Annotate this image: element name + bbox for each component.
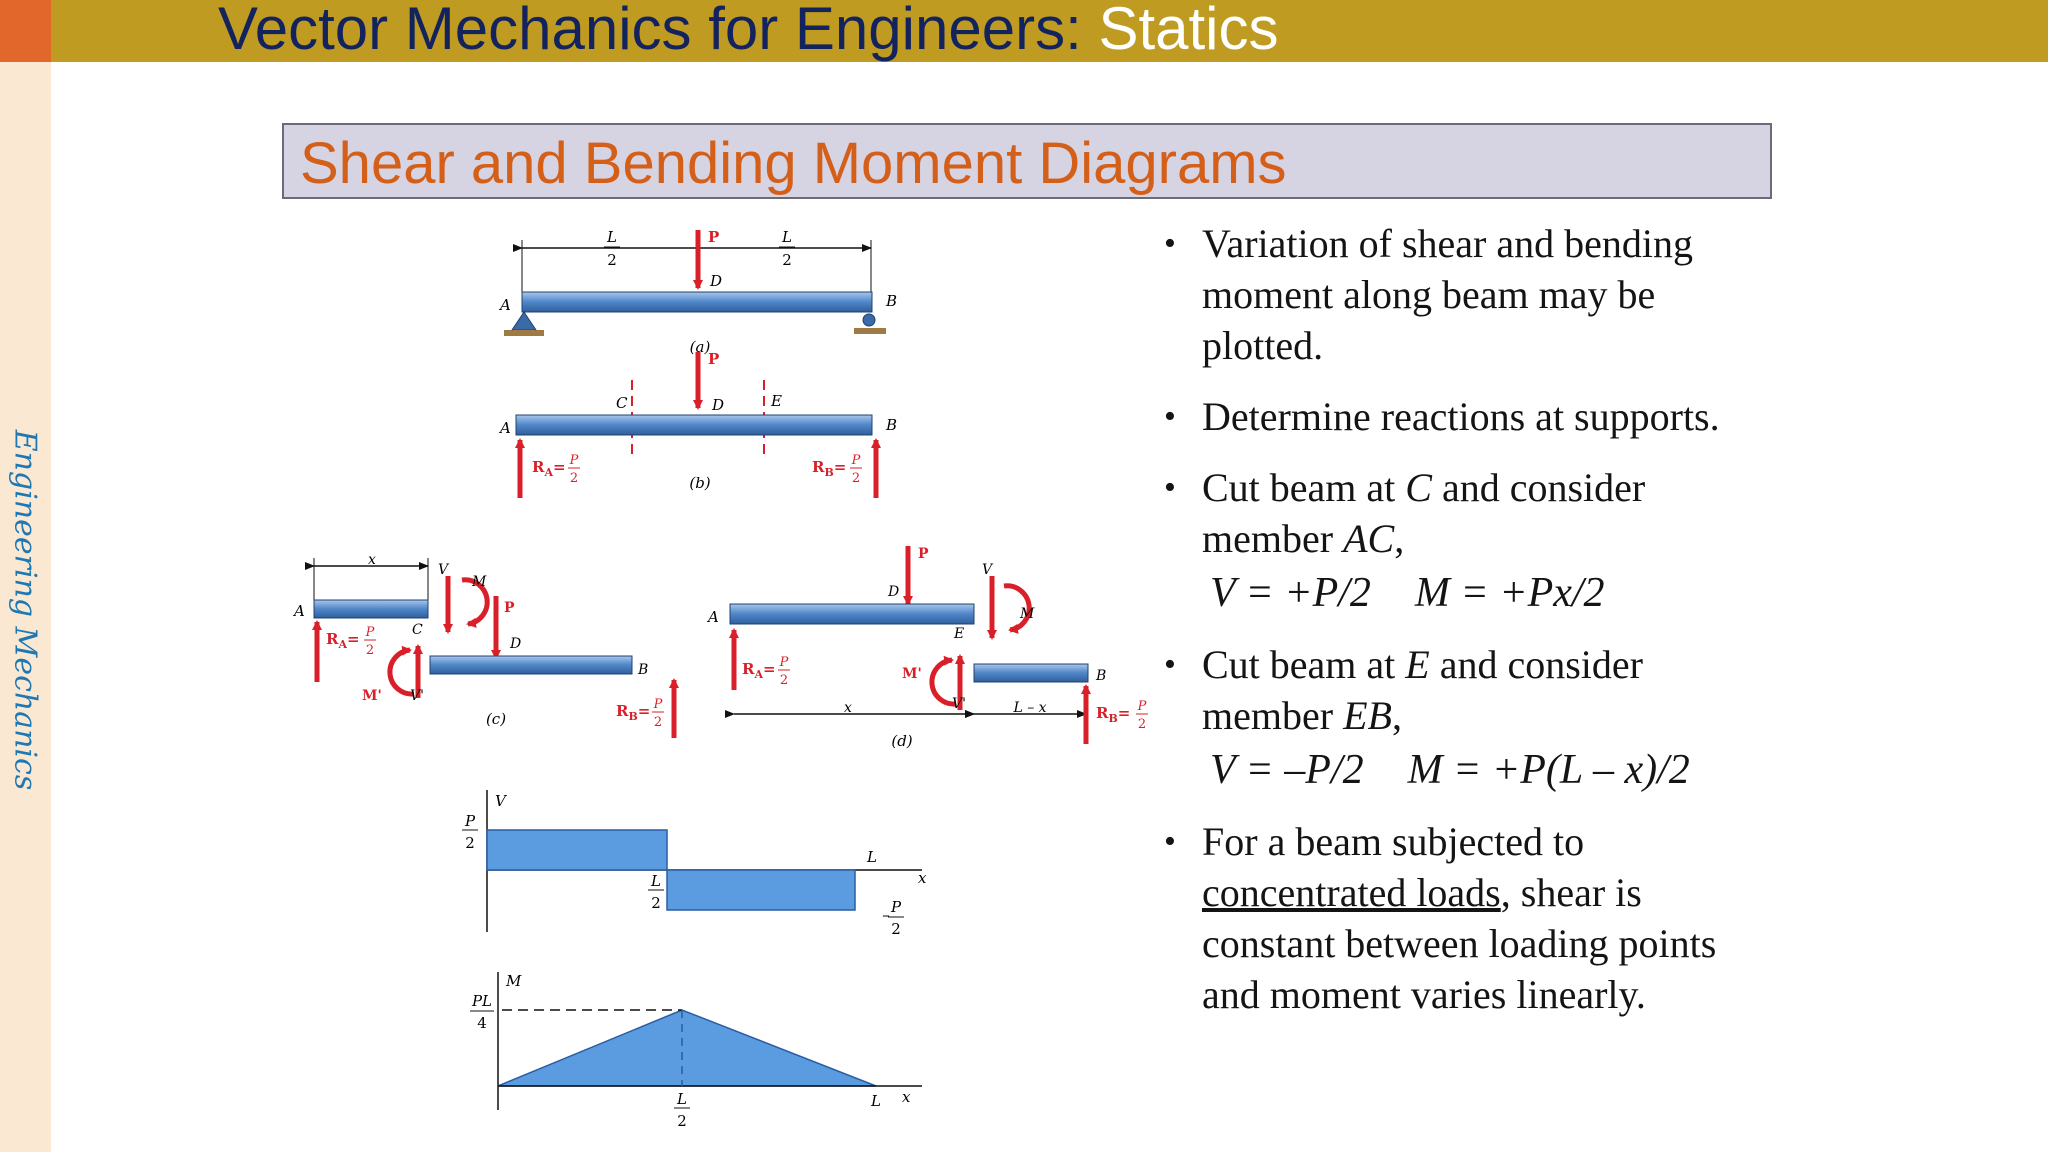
beam-d xyxy=(706,546,1148,750)
shear-tick-L-half: L xyxy=(651,872,661,890)
formula-M-c: M = +Px/2 xyxy=(1414,570,1605,616)
bullet-dot: • xyxy=(1164,646,1176,683)
bullet-list xyxy=(1160,218,1780,1040)
frac-P-RB-c: P xyxy=(653,697,663,712)
label-Mprime-d: M' xyxy=(902,666,922,682)
dim-half-right: 2 xyxy=(782,251,792,269)
header-corner-block xyxy=(0,0,51,62)
moment-triangle xyxy=(498,1010,876,1086)
beam-b xyxy=(498,350,897,498)
moment-tick-L: L xyxy=(871,1092,881,1110)
dim-half-left: 2 xyxy=(607,251,617,269)
label-B-a: B xyxy=(886,292,898,310)
label-D-d: D xyxy=(888,584,900,600)
bullet-dot: • xyxy=(1164,469,1176,506)
bullet-em-AC: AC xyxy=(1343,516,1395,561)
shear-tick-minus: – xyxy=(882,906,890,924)
load-P-b: P xyxy=(708,350,720,368)
caption-b: (b) xyxy=(689,474,711,492)
bullet-text-post: , xyxy=(1394,516,1405,561)
formula-cut-e xyxy=(1210,745,1780,796)
bullet-text-mid: and consider member xyxy=(1202,642,1643,738)
bullet-text: Determine reactions at supports. xyxy=(1202,394,1720,439)
shear-tick-negP: P xyxy=(890,898,902,916)
bullet-concentrated-loads xyxy=(1160,816,1780,1020)
bullet-text-pre: For a beam subjected to xyxy=(1202,819,1585,864)
shear-tick-2: 2 xyxy=(465,834,475,852)
moment-tick-PL: PL xyxy=(471,992,493,1010)
reaction-RB-d: $R_B=$ xyxy=(1096,704,1131,725)
shear-tick-P: P xyxy=(464,812,476,830)
bullet-cut-e xyxy=(1160,639,1780,796)
reaction-RA-b: $R_A=$ xyxy=(532,458,566,479)
label-A-d: A xyxy=(708,608,719,626)
label-A-a: A xyxy=(500,296,511,314)
header-title-accent: Statics xyxy=(1098,0,1279,62)
label-M-c: M xyxy=(472,574,487,590)
bullet-text-post: , xyxy=(1391,693,1402,738)
side-label: Engineering Mechanics xyxy=(7,429,43,791)
label-Vprime-d: V' xyxy=(952,696,966,712)
slide-header-title xyxy=(218,0,1279,62)
bullet-variation xyxy=(1160,218,1780,371)
shear-diagram xyxy=(462,790,927,938)
beam-a xyxy=(498,228,897,356)
frac-2-RB-b: 2 xyxy=(851,471,861,486)
formula-cut-c xyxy=(1210,568,1780,619)
label-V-c: V xyxy=(438,562,449,578)
frac-2-RB-c: 2 xyxy=(653,715,663,730)
label-V-d: V xyxy=(982,562,993,578)
load-P-c: P xyxy=(504,600,515,616)
bullet-dot: • xyxy=(1164,398,1176,435)
shear-tick-neg2: 2 xyxy=(891,920,901,938)
bullet-underlined-term: concentrated loads xyxy=(1202,870,1501,915)
shear-positive-block xyxy=(487,830,667,870)
label-Mprime-c: M' xyxy=(362,688,382,704)
reaction-RA-c: $R_A=$ xyxy=(326,630,360,651)
shear-axis-V: V xyxy=(495,792,506,810)
bullet-text-pre: Cut beam at xyxy=(1202,642,1406,687)
reaction-RA-d: $R_A=$ xyxy=(742,660,776,681)
moment-axis-x: x xyxy=(902,1088,911,1106)
moment-tick-L-half: L xyxy=(677,1090,687,1108)
caption-d: (d) xyxy=(891,732,913,750)
frac-P-RB-d: P xyxy=(1137,699,1147,714)
shear-negative-block xyxy=(667,870,855,910)
bullet-dot: • xyxy=(1164,225,1176,262)
label-Vprime-c: V' xyxy=(410,688,424,704)
formula-V-c: V = +P/2 xyxy=(1210,570,1371,616)
frac-P-RA-b: P xyxy=(569,453,579,468)
label-B-c: B xyxy=(638,662,649,678)
reaction-RB-b: $R_B=$ xyxy=(812,458,847,479)
caption-a: (a) xyxy=(689,338,711,356)
dim-L-right: L xyxy=(782,228,792,246)
bullet-dot: • xyxy=(1164,823,1176,860)
load-P-d: P xyxy=(918,546,929,562)
label-A-b: A xyxy=(500,419,511,437)
header-title-main: Vector Mechanics for Engineers: xyxy=(218,0,1099,62)
formula-M-e: M = +P(L – x)/2 xyxy=(1407,747,1690,793)
dim-x-d: x xyxy=(844,700,852,716)
frac-2-RA-d: 2 xyxy=(779,673,789,688)
dim-x-c: x xyxy=(368,552,376,568)
moment-tick-4: 4 xyxy=(477,1014,487,1032)
frac-P-RB-b: P xyxy=(851,453,861,468)
bullet-text: Variation of shear and bending moment along beam may be plotted. xyxy=(1202,221,1693,368)
reaction-RB-c: $R_B=$ xyxy=(616,702,651,723)
shear-tick-half: 2 xyxy=(651,894,661,912)
label-A-c: A xyxy=(294,602,305,620)
frac-P-RA-d: P xyxy=(779,655,789,670)
label-C-c: C xyxy=(412,622,423,638)
shear-tick-L: L xyxy=(867,848,877,866)
bullet-em-C: C xyxy=(1405,465,1432,510)
dim-L-minus-x-d: L – x xyxy=(1013,700,1047,716)
bullet-text-pre: Cut beam at xyxy=(1202,465,1406,510)
label-E-d: E xyxy=(954,626,965,642)
beam-c xyxy=(292,552,674,738)
caption-c: (c) xyxy=(485,710,507,728)
bullet-em-EB: EB xyxy=(1343,693,1392,738)
label-D-b: D xyxy=(712,396,725,414)
frac-2-RB-d: 2 xyxy=(1137,717,1147,732)
load-P-a: P xyxy=(708,228,720,246)
beam-figure xyxy=(282,220,1162,1140)
dim-L-left: L xyxy=(607,228,617,246)
section-title: Shear and Bending Moment Diagrams xyxy=(300,131,1287,196)
bullet-cut-c xyxy=(1160,462,1780,619)
formula-V-e: V = –P/2 xyxy=(1210,747,1364,793)
bullet-text-post: , shear is constant between loading points and moment varies linearly. xyxy=(1202,870,1717,1017)
label-C: C xyxy=(616,394,628,412)
label-D-a: D xyxy=(710,272,723,290)
label-M-d: M xyxy=(1020,606,1035,622)
frac-2-RA-c: 2 xyxy=(365,643,375,658)
moment-axis-M: M xyxy=(506,972,522,990)
label-E: E xyxy=(771,392,782,410)
shear-axis-x: x xyxy=(918,869,927,887)
bullet-reactions xyxy=(1160,391,1780,442)
moment-diagram xyxy=(470,972,922,1130)
label-B-b: B xyxy=(886,416,898,434)
section-title-box xyxy=(282,123,1772,199)
bullet-em-E: E xyxy=(1405,642,1430,687)
frac-2-RA-b: 2 xyxy=(569,471,579,486)
label-B-d: B xyxy=(1096,668,1107,684)
moment-tick-half: 2 xyxy=(677,1112,687,1130)
label-D-c: D xyxy=(510,636,522,652)
bullet-text-mid: and consider member xyxy=(1202,465,1646,561)
frac-P-RA-c: P xyxy=(365,625,375,640)
